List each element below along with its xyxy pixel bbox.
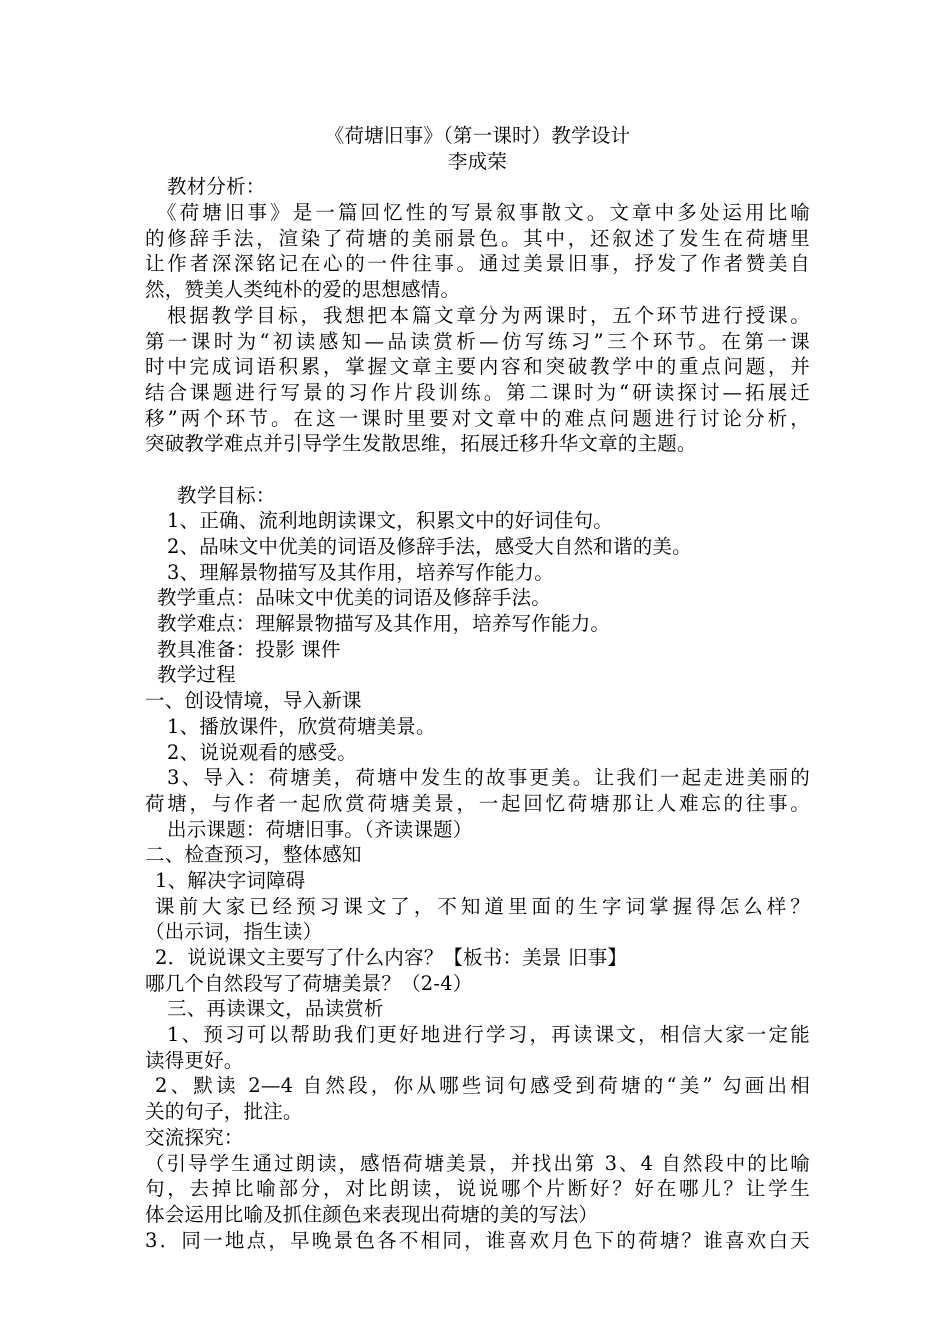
text-line: 二、检查预习，整体感知 (145, 843, 362, 867)
text-line: 然，赞美人类纯朴的爱的思想感情。 (145, 278, 461, 302)
text-line: 课前大家已经预习课文了，不知道里面的生字词掌握得怎么样？ (155, 894, 810, 918)
text-line: 《荷塘旧事》是一篇回忆性的写景叙事散文。文章中多处运用比喻 (157, 201, 810, 225)
document-body (145, 174, 810, 1253)
text-line: 交流探究： (145, 1125, 244, 1149)
text-line: （引导学生通过朗读，感悟荷塘美景，并找出第 3、4 自然段中的比喻 (145, 1151, 810, 1175)
text-line: 1、正确、流利地朗读课文，积累文中的好词佳句。 (167, 509, 614, 533)
document-title: 《荷塘旧事》（第一课时）教学设计 (324, 124, 631, 147)
text-line: 2、说说观看的感受。 (167, 740, 357, 764)
text-line: 读得更好。 (145, 1048, 244, 1072)
text-line: 的修辞手法，渲染了荷塘的美丽景色。其中，还叙述了发生在荷塘里 (145, 226, 810, 250)
text-line: 移”两个环节。在这一课时里要对文章中的难点问题进行讨论分析， (145, 406, 810, 430)
text-line: 1、解决字词障碍 (155, 868, 306, 892)
text-line: 哪几个自然段写了荷塘美景？（2-4） (145, 971, 473, 995)
text-line: 教学重点：品味文中优美的词语及修辞手法。 (157, 586, 552, 610)
text-line: 出示课题：荷塘旧事。（齐读课题） (167, 817, 473, 841)
text-line: 3、理解景物描写及其作用，培养写作能力。 (167, 560, 554, 584)
text-line: 1、播放课件，欣赏荷塘美景。 (167, 714, 436, 738)
text-line: 教学难点：理解景物描写及其作用，培养写作能力。 (157, 612, 611, 636)
document-author: 李成荣 (447, 149, 508, 173)
text-line: 2、默读 2—4 自然段，你从哪些词句感受到荷塘的“美” 勾画出相 (155, 1074, 810, 1098)
text-line: 教学目标： (177, 483, 276, 507)
text-line: 教学过程 (157, 663, 236, 687)
document-page (145, 123, 810, 1253)
text-line: 荷塘，与作者一起欣赏荷塘美景，一起回忆荷塘那让人难忘的往事。 (145, 791, 810, 815)
text-line: 让作者深深铭记在心的一件往事。通过美景旧事，抒发了作者赞美自 (145, 252, 810, 276)
text-line: 3．同一地点，早晚景色各不相同，谁喜欢月色下的荷塘？谁喜欢白天 (145, 1228, 810, 1252)
text-line: 句，去掉比喻部分，对比朗读，说说哪个片断好？好在哪儿？让学生 (145, 1177, 810, 1201)
text-line: 突破教学难点并引导学生发散思维，拓展迁移升华文章的主题。 (145, 432, 697, 456)
text-line: 2、品味文中优美的词语及修辞手法，感受大自然和谐的美。 (167, 535, 692, 558)
text-line: 2．说说课文主要写了什么内容？【板书：美景 旧事】 (155, 946, 628, 969)
text-line: 三、再读课文，品读赏析 (167, 997, 384, 1021)
text-line: 一、创设情境，导入新课 (145, 689, 362, 713)
text-line: 3、导入：荷塘美，荷塘中发生的故事更美。让我们一起走进美丽的 (167, 766, 810, 790)
blank-line (145, 457, 810, 483)
text-line: 根据教学目标，我想把本篇文章分为两课时，五个环节进行授课。 (167, 303, 810, 327)
text-line: 时中完成词语积累，掌握文章主要内容和突破教学中的重点问题，并 (145, 355, 810, 379)
text-line: （出示词，指生读） (145, 920, 323, 944)
text-line: 关的句子，批注。 (145, 1100, 303, 1124)
text-line: 教材分析： (167, 175, 266, 199)
text-line: 第一课时为“初读感知—品读赏析—仿写练习”三个环节。在第一课 (145, 329, 810, 353)
text-line: 结合课题进行写景的习作片段训练。第二课时为“研读探讨—拓展迁 (145, 380, 810, 404)
text-line: 1、预习可以帮助我们更好地进行学习，再读课文，相信大家一定能 (167, 1023, 810, 1047)
text-line: 教具准备：投影 课件 (157, 637, 341, 661)
text-line: 体会运用比喻及抓住颜色来表现出荷塘的美的写法） (145, 1202, 599, 1226)
